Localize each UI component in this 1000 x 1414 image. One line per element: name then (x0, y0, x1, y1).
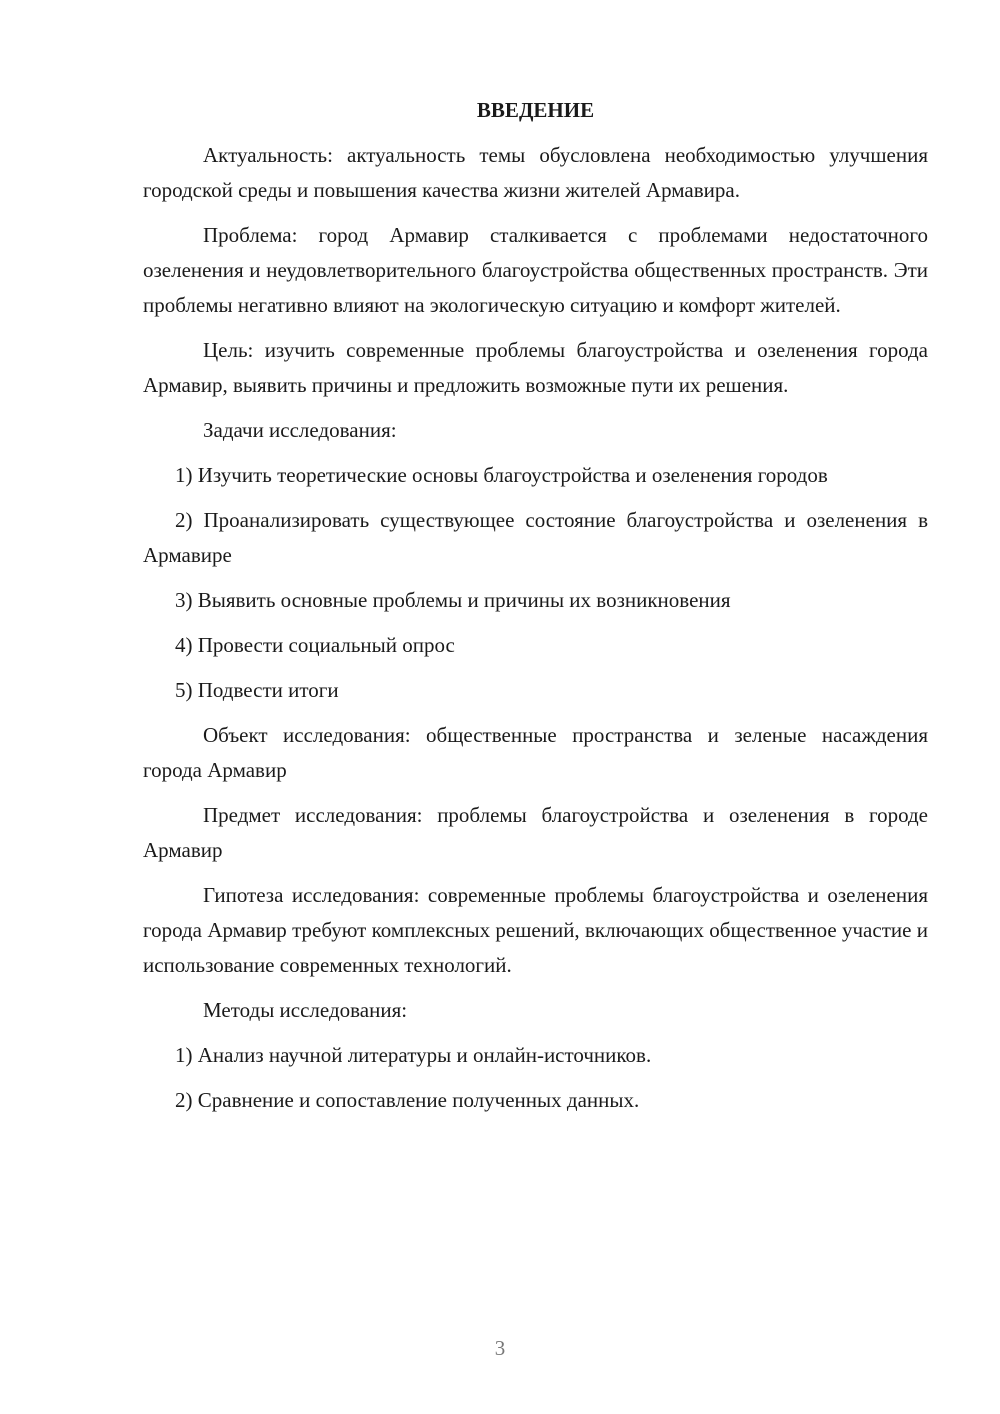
page-content (143, 93, 928, 1128)
page-number: 3 (494, 1336, 506, 1360)
paragraph-subject: Предмет исследования: проблемы благоустройства и озеленения в городе Армавир (143, 803, 928, 862)
task-item: 2) Проанализировать существующее состояние благоустройства и озеленения в Армавире (143, 508, 928, 567)
task-item: 4) Провести социальный опрос (175, 633, 455, 657)
task-item: 3) Выявить основные проблемы и причины их возникновения (175, 588, 731, 612)
task-item: 1) Изучить теоретические основы благоустройства и озеленения городов (175, 463, 828, 487)
paragraph-problem: Проблема: город Армавир сталкивается с проблемами недостаточного озеленения и неудовлетворительного благоустройства общественных пространств. Эти проблемы негативно влияют на экологическую ситуацию и комфорт жителей. (143, 223, 928, 317)
tasks-title: Задачи исследования: (203, 418, 397, 442)
task-item: 5) Подвести итоги (175, 678, 339, 702)
method-item: 2) Сравнение и сопоставление полученных данных. (175, 1088, 640, 1112)
paragraph-object: Объект исследования: общественные пространства и зеленые насаждения города Армавир (143, 723, 928, 782)
methods-title: Методы исследования: (203, 998, 408, 1022)
section-heading: ВВЕДЕНИЕ (476, 98, 595, 122)
paragraph-hypothesis: Гипотеза исследования: современные проблемы благоустройства и озеленения города Армавир требуют комплексных решений, включающих общественное участие и использование современных технологий. (143, 883, 928, 977)
method-item: 1) Анализ научной литературы и онлайн-источников. (175, 1043, 652, 1067)
paragraph-goal: Цель: изучить современные проблемы благоустройства и озеленения города Армавир, выявить причины и предложить возможные пути их решения. (143, 338, 928, 397)
paragraph-relevance: Актуальность: актуальность темы обусловлена необходимостью улучшения городской среды и повышения качества жизни жителей Армавира. (143, 143, 928, 202)
